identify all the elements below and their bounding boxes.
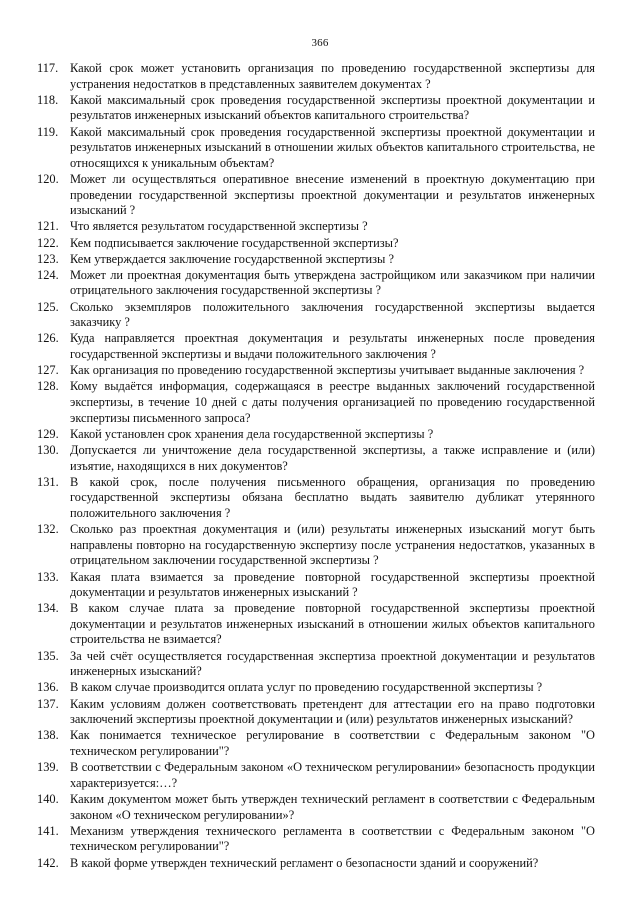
- question-item: [37, 125, 595, 172]
- question-text: Может ли осуществляться оперативное внесение изменений в проектную документацию при проведении государственной экспертизы проектной документации и результатов инженерных изысканий ?: [70, 171, 595, 218]
- question-number: 131.: [37, 474, 59, 489]
- question-text: В каком случае производится оплата услуг по проведению государственной экспертизы ?: [70, 680, 543, 695]
- question-number: 142.: [37, 855, 59, 870]
- question-text: Как организация по проведению государственной экспертизы учитывает выданные заключения ?: [70, 363, 585, 378]
- question-text: Может ли проектная документация быть утверждена застройщиком или заказчиком при наличии отрицательного заключения государственной экспертизы ?: [70, 267, 595, 298]
- question-text: Какой срок может установить организация по проведению государственной экспертизы для устранения недостатков в представленных заявителем документах ?: [70, 61, 595, 91]
- question-item: [37, 363, 595, 379]
- question-number: 140.: [37, 791, 59, 806]
- question-text: Какой максимальный срок проведения государственной экспертизы проектной документации и результатов инженерных изысканий объектов капитального строительства?: [70, 92, 595, 123]
- question-text: В какой срок, после получения письменного обращения, организация по проведению государственной экспертизы обязана бесплатно выдать заявителю дубликат утерянного положительного заключения ?: [70, 474, 595, 520]
- question-text: Сколько экземпляров положительного заключения государственной экспертизы выдается заказчику ?: [70, 299, 595, 330]
- question-number: 130.: [37, 442, 59, 457]
- question-item: [37, 268, 595, 299]
- question-item: [37, 728, 595, 759]
- question-number: 134.: [37, 601, 59, 616]
- question-text: За чей счёт осуществляется государственная экспертиза проектной документации и результатов инженерных изысканий?: [70, 648, 595, 679]
- question-number: 129.: [37, 426, 59, 441]
- question-text: Как понимается техническое регулирование в соответствии с Федеральным законом "О техническом регулировании"?: [70, 728, 595, 758]
- question-item: [37, 61, 595, 92]
- question-number: 121.: [37, 219, 59, 234]
- question-number: 122.: [37, 235, 59, 250]
- question-text: Кому выдаётся информация, содержащаяся в реестре выданных заключений государственной экспертизы, в течение 10 дней с даты получения организацией по проведению государственной экспертизы письменного запроса?: [70, 379, 595, 425]
- question-number: 124.: [37, 267, 59, 282]
- question-text: Кем утверждается заключение государственной экспертизы ?: [70, 251, 394, 266]
- question-text: Что является результатом государственной экспертизы ?: [70, 219, 368, 234]
- question-item: [37, 252, 595, 268]
- question-text: Сколько раз проектная документация и (или) результаты инженерных изысканий могут быть направлены повторно на государственную экспертизу после устранения недостатков, указанных в отрицательном заключении государственной экспертизы ?: [70, 522, 595, 568]
- question-text: Какая плата взимается за проведение повторной государственной экспертизы проектной документации и результатов инженерных изысканий ?: [70, 569, 595, 600]
- question-item: [37, 236, 595, 252]
- question-number: 126.: [37, 331, 59, 346]
- question-item: [37, 331, 595, 362]
- question-text: Куда направляется проектная документация и результаты инженерных после проведения государственной экспертизы и выдачи положительного заключения ?: [70, 331, 595, 362]
- question-item: [37, 601, 595, 648]
- question-number: 123.: [37, 251, 59, 266]
- question-number: 139.: [37, 760, 59, 775]
- question-text: Механизм утверждения технического регламента в соответствии с Федеральным законом "О техническом регулировании"?: [70, 823, 595, 854]
- question-number: 136.: [37, 680, 59, 695]
- question-number: 119.: [37, 124, 59, 139]
- question-item: [37, 649, 595, 680]
- question-text: В каком случае плата за проведение повторной государственной экспертизы проектной документации и результатов инженерных изысканий в отношении жилых объектов капитального строительства не взимается?: [70, 601, 595, 647]
- question-list: [37, 61, 595, 872]
- question-number: 117.: [37, 61, 59, 75]
- question-item: [37, 856, 595, 872]
- question-item: [37, 824, 595, 855]
- question-item: [37, 792, 595, 823]
- question-text: В соответствии с Федеральным законом «О техническом регулировании» безопасность продукции характеризуется:…?: [70, 760, 595, 790]
- question-number: 133.: [37, 569, 59, 584]
- question-item: [37, 760, 595, 791]
- question-item: [37, 300, 595, 331]
- question-number: 120.: [37, 171, 59, 186]
- question-item: [37, 475, 595, 522]
- question-text: В какой форме утвержден технический регламент о безопасности зданий и сооружений?: [70, 855, 539, 870]
- question-number: 128.: [37, 379, 59, 394]
- question-item: [37, 680, 595, 696]
- question-item: [37, 697, 595, 728]
- question-item: [37, 427, 595, 443]
- question-number: 138.: [37, 728, 59, 743]
- question-item: [37, 219, 595, 235]
- question-text: Какой максимальный срок проведения государственной экспертизы проектной документации и результатов инженерных изысканий в отношении жилых объектов капитального строительства, не относящихся к уникальным объектам?: [70, 124, 595, 170]
- question-number: 135.: [37, 648, 59, 663]
- question-number: 137.: [37, 696, 59, 711]
- question-number: 118.: [37, 92, 59, 107]
- question-number: 132.: [37, 522, 59, 537]
- question-number: 125.: [37, 299, 59, 314]
- question-number: 141.: [37, 823, 59, 838]
- question-text: Какой установлен срок хранения дела государственной экспертизы ?: [70, 426, 434, 441]
- page-number: 366: [311, 37, 329, 49]
- question-number: 127.: [37, 363, 59, 378]
- question-item: [37, 570, 595, 601]
- question-item: [37, 443, 595, 474]
- question-item: [37, 93, 595, 124]
- question-text: Допускается ли уничтожение дела государственной экспертизы, а также исправление и (или) изъятие, находящихся в них документов?: [70, 442, 595, 473]
- question-text: Каким документом может быть утвержден технический регламент в соответствии с Федеральным законом «О техническом регулировании»?: [70, 791, 595, 822]
- question-item: [37, 379, 595, 426]
- question-item: [37, 172, 595, 219]
- question-text: Кем подписывается заключение государственной экспертизы?: [70, 235, 399, 250]
- question-text: Каким условиям должен соответствовать претендент для аттестации его на право подготовки заключений экспертизы проектной документации и (или) результатов инженерных изысканий?: [70, 696, 595, 727]
- question-item: [37, 522, 595, 569]
